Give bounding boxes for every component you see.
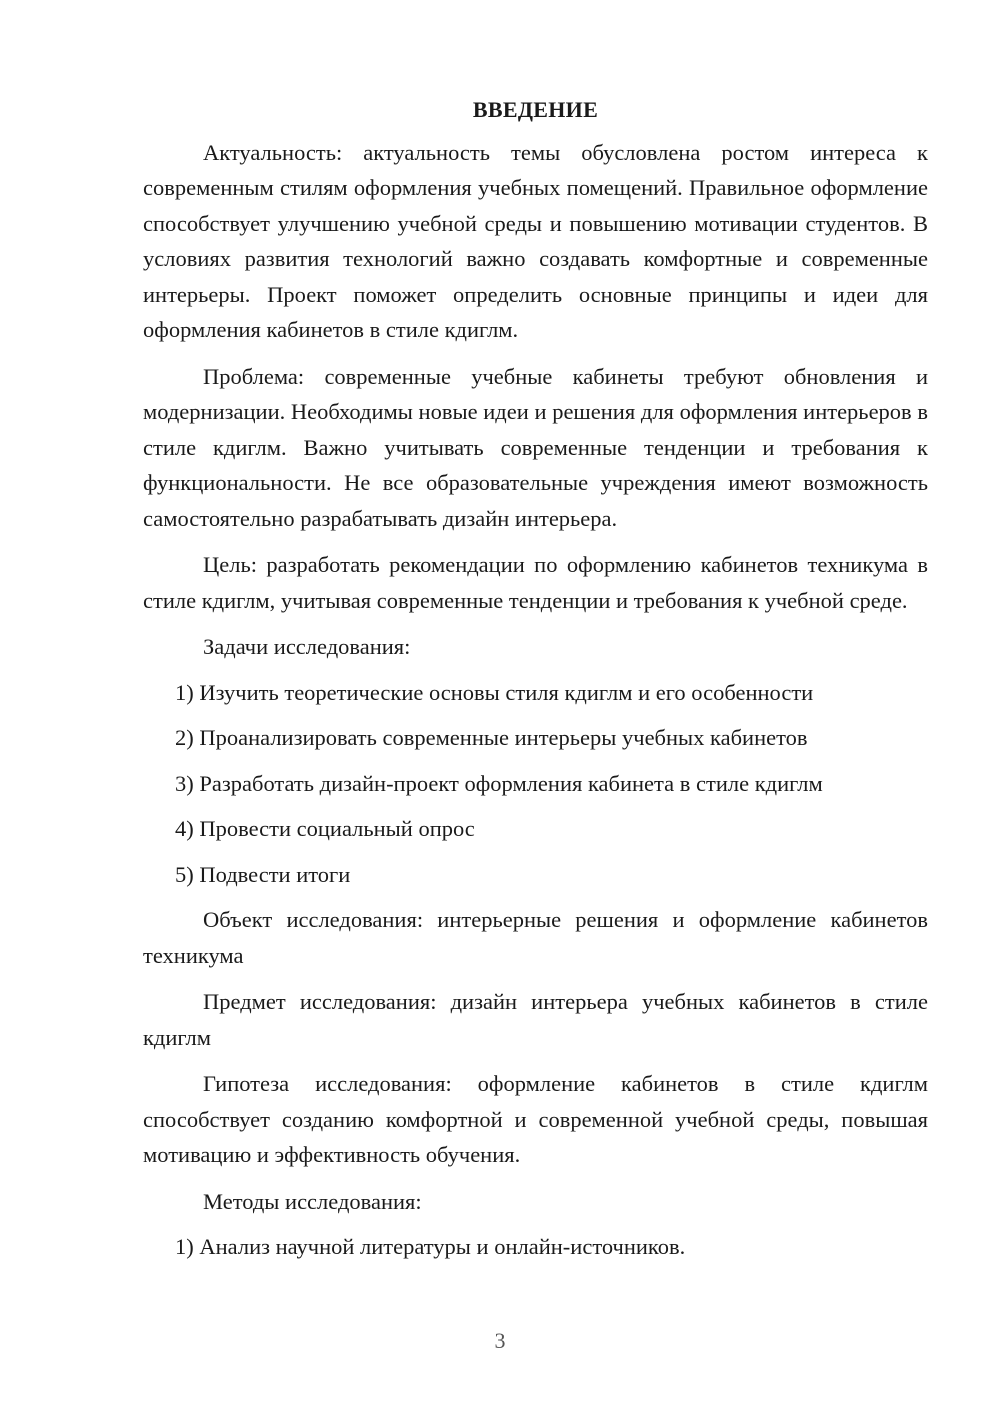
list-item: 3) Разработать дизайн-проект оформления кабинета в стиле кдиглм — [175, 770, 823, 796]
problem-paragraph: Проблема: современные учебные кабинеты требуют обновления и модернизации. Необходимы новые идеи и решения для оформления интерьеров в стиле кдиглм. Важно учитывать современные тенденции и требования к функциональности. Не все образовательные учреждения имеют возможность самостоятельно разрабатывать дизайн интерьера. — [143, 363, 928, 531]
list-item: 5) Подвести итоги — [175, 861, 351, 887]
methods-list — [143, 1229, 928, 1265]
list-item: 2) Проанализировать современные интерьеры учебных кабинетов — [175, 725, 808, 750]
document-page — [143, 92, 928, 1275]
goal-paragraph: Цель: разработать рекомендации по оформлению кабинетов техникума в стиле кдиглм, учитывая современные тенденции и требования к учебной среде. — [143, 552, 928, 613]
subject-paragraph: Предмет исследования: дизайн интерьера учебных кабинетов в стиле кдиглм — [143, 989, 928, 1050]
list-item: 1) Анализ научной литературы и онлайн-источников. — [175, 1234, 686, 1259]
tasks-list — [143, 675, 928, 893]
hypothesis-paragraph: Гипотеза исследования: оформление кабинетов в стиле кдиглм способствует созданию комфортной и современной учебной среды, повышая мотивацию и эффективность обучения. — [143, 1071, 928, 1167]
object-paragraph: Объект исследования: интерьерные решения и оформление кабинетов техникума — [143, 907, 928, 968]
relevance-paragraph: Актуальность: актуальность темы обусловлена ростом интереса к современным стилям оформления учебных помещений. Правильное оформление способствует улучшению учебной среды и повышению мотивации студентов. В условиях развития технологий важно создавать комфортные и современные интерьеры. Проект поможет определить основные принципы и идеи для оформления кабинетов в стиле кдиглм. — [143, 139, 928, 342]
tasks-label: Задачи исследования: — [203, 634, 411, 659]
page-title: ВВЕДЕНИЕ — [472, 97, 599, 122]
methods-label: Методы исследования: — [203, 1188, 422, 1214]
list-item: 1) Изучить теоретические основы стиля кдиглм и его особенности — [175, 679, 814, 705]
page-number: 3 — [494, 1328, 506, 1353]
list-item: 4) Провести социальный опрос — [175, 816, 475, 841]
